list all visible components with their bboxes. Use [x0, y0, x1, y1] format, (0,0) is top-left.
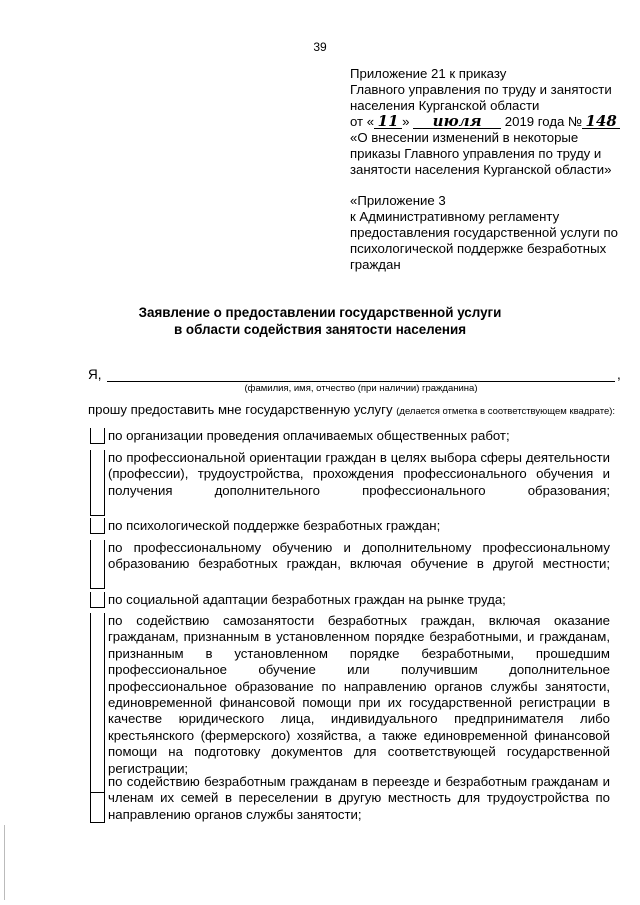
service-option	[90, 540, 610, 589]
date-mid: »	[402, 114, 410, 129]
service-option-text: по социальной адаптации безработных граждан на рынке труда;	[108, 592, 506, 607]
page-number: 39	[313, 40, 327, 54]
appendix-line-5: граждан	[350, 257, 401, 272]
appendix-line-2: к Административному регламенту	[350, 209, 560, 224]
service-option-text: по содействию безработным гражданам в переезде и безработным гражданам и членам их семей в переселении в другую местность для трудоустройства по направлению органов службы занятости;	[108, 774, 610, 822]
date-year: 2019 года №	[504, 114, 583, 129]
service-option-text: по организации проведения оплачиваемых общественных работ;	[108, 428, 510, 443]
handwritten-order-number: 148	[582, 115, 620, 129]
request-line	[88, 402, 615, 417]
checkbox[interactable]	[90, 518, 105, 534]
checkbox[interactable]	[90, 592, 105, 608]
approval-header	[350, 66, 618, 273]
appendix-line-4: психологической поддержке безработных	[350, 241, 607, 256]
date-prefix: от «	[350, 114, 375, 129]
header-line-2: Главного управления по труду и занятости	[350, 82, 612, 97]
service-option	[90, 428, 610, 444]
title-line-1: Заявление о предоставлении государственной услуги	[138, 305, 502, 320]
service-option	[90, 518, 610, 534]
applicant-comma: ,	[617, 367, 621, 382]
scan-margin-mark	[4, 825, 5, 900]
service-option	[90, 774, 610, 823]
header-line-1: Приложение 21 к приказу	[350, 66, 507, 81]
document-title	[0, 304, 640, 338]
header-date-line	[350, 112, 617, 130]
header-line-7: занятости населения Курганской области»	[350, 162, 612, 177]
service-option-text: по профессиональному обучению и дополнительному профессиональному образованию безработных граждан, включая обучение в другой местности;	[108, 540, 610, 572]
header-line-3: населения Курганской области	[350, 98, 540, 113]
handwritten-day: 11	[374, 115, 402, 129]
service-option	[90, 592, 610, 608]
applicant-name-field[interactable]	[107, 380, 615, 382]
checkbox[interactable]	[90, 774, 105, 823]
header-line-5: «О внесении изменений в некоторые	[350, 130, 579, 145]
handwritten-month: июля	[413, 115, 501, 129]
request-note: (делается отметка в соответствующем квадрате):	[396, 406, 616, 417]
checkbox[interactable]	[90, 450, 105, 516]
checkbox[interactable]	[90, 428, 105, 444]
title-line-2: в области содействия занятости населения	[173, 322, 467, 337]
request-text: прошу предоставить мне государственную услугу	[88, 402, 393, 417]
applicant-prefix: Я,	[88, 367, 102, 382]
appendix-line-3: предоставления государственной услуги по	[350, 225, 618, 240]
service-option-text: по профессиональной ориентации граждан в целях выбора сферы деятельности (профессии), трудоустройства, прохождения профессионального обучения и получения дополнительного профессионального образования;	[108, 450, 610, 498]
checkbox[interactable]	[90, 540, 105, 589]
header-line-6: приказы Главного управления по труду и	[350, 146, 602, 161]
appendix-line-1: «Приложение 3	[350, 193, 446, 208]
service-option-text: по психологической поддержке безработных граждан;	[108, 518, 441, 533]
service-option-text: по содействию самозанятости безработных граждан, включая оказание гражданам, признанным в установленном порядке безработными, и гражданам, признанным в установленном порядке безработными, прошедшим профессиональное обучение или получившим дополнительное профессиональное образование по направлению органов службы занятости, единовременной финансовой помощи при их государственной регистрации в качестве юридического лица, индивидуального предпринимателя либо крестьянского (фермерского) хозяйства, а также единовременной финансовой помощи на подготовку документов для соответствующей государственной регистрации;	[108, 613, 610, 776]
service-option	[90, 450, 610, 516]
checkbox[interactable]	[90, 613, 105, 793]
service-option	[90, 613, 610, 793]
applicant-caption: (фамилия, имя, отчество (при наличии) гражданина)	[244, 383, 478, 394]
